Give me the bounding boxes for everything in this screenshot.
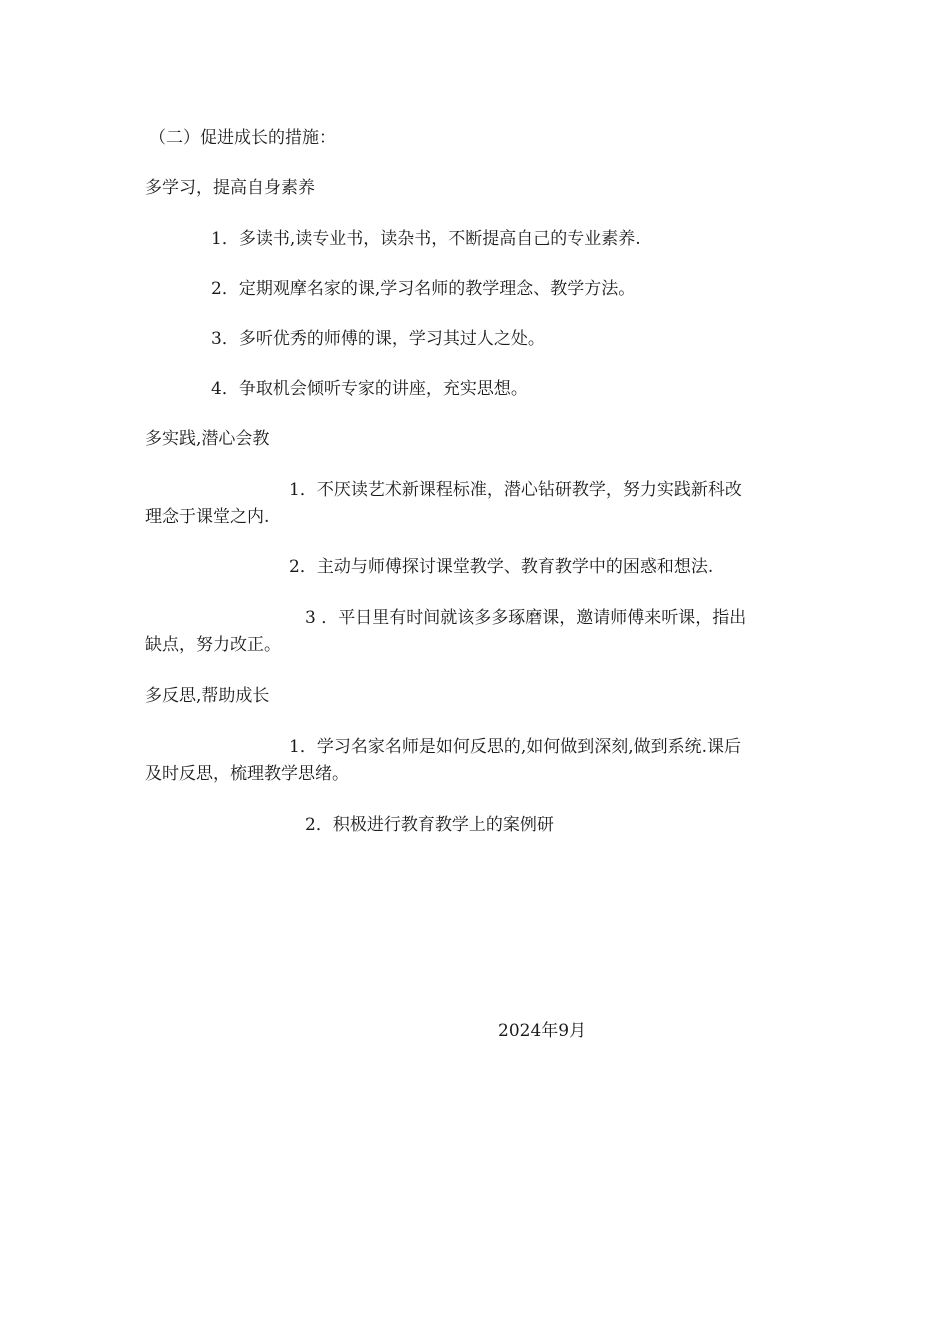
list-item: 3 ．平日里有时间就该多多琢磨课，邀请师傅来听课，指出 [305,608,747,628]
list-item-continuation: 缺点，努力改正。 [145,635,281,655]
group-title-reflect: 多反思,帮助成长 [145,686,270,706]
list-item: 1．学习名家名师是如何反思的,如何做到深刻,做到系统.课后 [289,737,742,757]
list-item: 2．主动与师傅探讨课堂教学、教育教学中的困惑和想法. [289,557,714,577]
document-date: 2024年9月 [498,1021,587,1041]
list-item: 1．多读书,读专业书，读杂书，不断提高自己的专业素养. [211,229,641,249]
list-item: 2．定期观摩名家的课,学习名师的教学理念、教学方法。 [211,279,636,299]
list-item: 4．争取机会倾听专家的讲座，充实思想。 [211,379,528,399]
group-title-practice: 多实践,潜心会教 [145,429,270,449]
section-heading: （二）促进成长的措施： [149,128,336,148]
group-title-study: 多学习，提高自身素养 [145,178,315,198]
list-item: 1．不厌读艺术新课程标准，潜心钻研教学，努力实践新科改 [289,480,742,500]
list-item: 3．多听优秀的师傅的课，学习其过人之处。 [211,329,545,349]
list-item: 2．积极进行教育教学上的案例研 [305,815,554,835]
list-item-continuation: 理念于课堂之内. [145,507,270,527]
list-item-continuation: 及时反思，梳理教学思绪。 [145,764,349,784]
